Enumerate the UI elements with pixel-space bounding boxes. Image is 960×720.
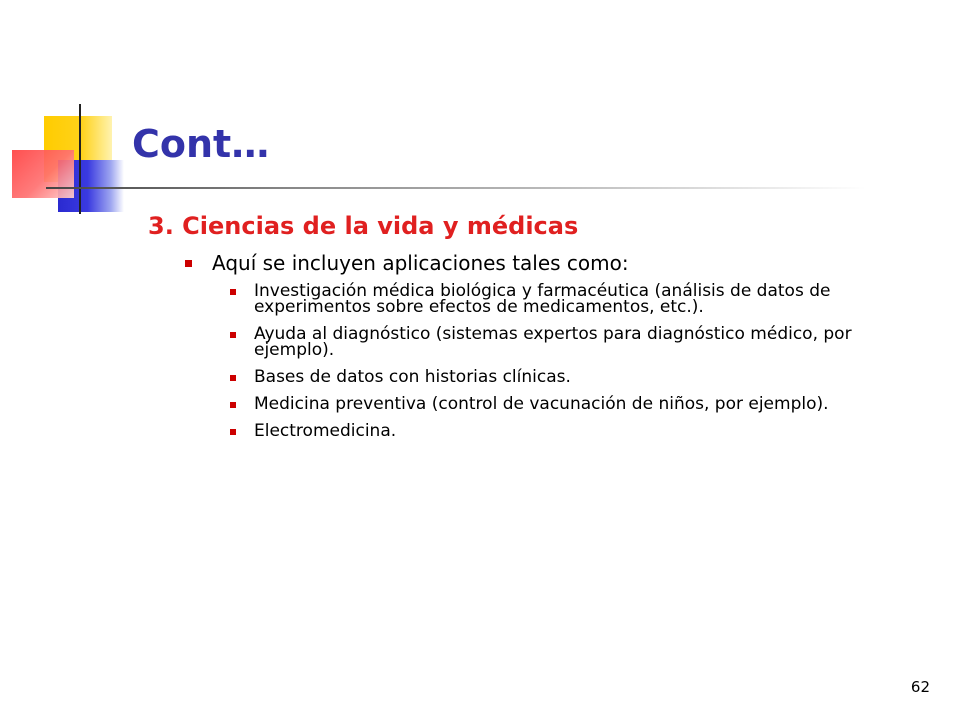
intro-text: Aquí se incluyen aplicaciones tales como: (212, 250, 629, 275)
section-heading: 3. Ciencias de la vida y médicas (148, 212, 579, 240)
square-bullet-icon (230, 375, 236, 381)
list-item (254, 393, 908, 414)
intro-bullet (212, 251, 908, 275)
logo-red-square (12, 150, 74, 198)
list-item (254, 280, 908, 317)
square-bullet-icon (230, 402, 236, 408)
square-bullet-icon (230, 429, 236, 435)
list-item (254, 420, 908, 441)
page-number: 62 (910, 678, 930, 696)
list-item-text: Bases de datos con historias clínicas. (254, 366, 571, 387)
list-item-text: Electromedicina. (254, 420, 397, 441)
square-bullet-icon (230, 289, 236, 295)
list-item (254, 366, 908, 387)
list-item-text: Investigación médica biológica y farmacéutica (análisis de datos de experimentos sobre efectos de medicamentos, etc.). (254, 280, 831, 317)
square-bullet-icon (230, 332, 236, 338)
applications-list (254, 280, 908, 441)
list-item (254, 323, 908, 360)
slide-content (148, 212, 908, 450)
logo-vertical-line (79, 104, 81, 214)
list-item-text: Medicina preventiva (control de vacunación de niños, por ejemplo). (254, 393, 829, 414)
title-underline (46, 187, 866, 189)
slide-title: Cont… (132, 122, 270, 166)
square-bullet-icon (185, 260, 192, 267)
decorative-logo (0, 0, 140, 230)
list-item-text: Ayuda al diagnóstico (sistemas expertos para diagnóstico médico, por ejemplo). (254, 323, 852, 360)
